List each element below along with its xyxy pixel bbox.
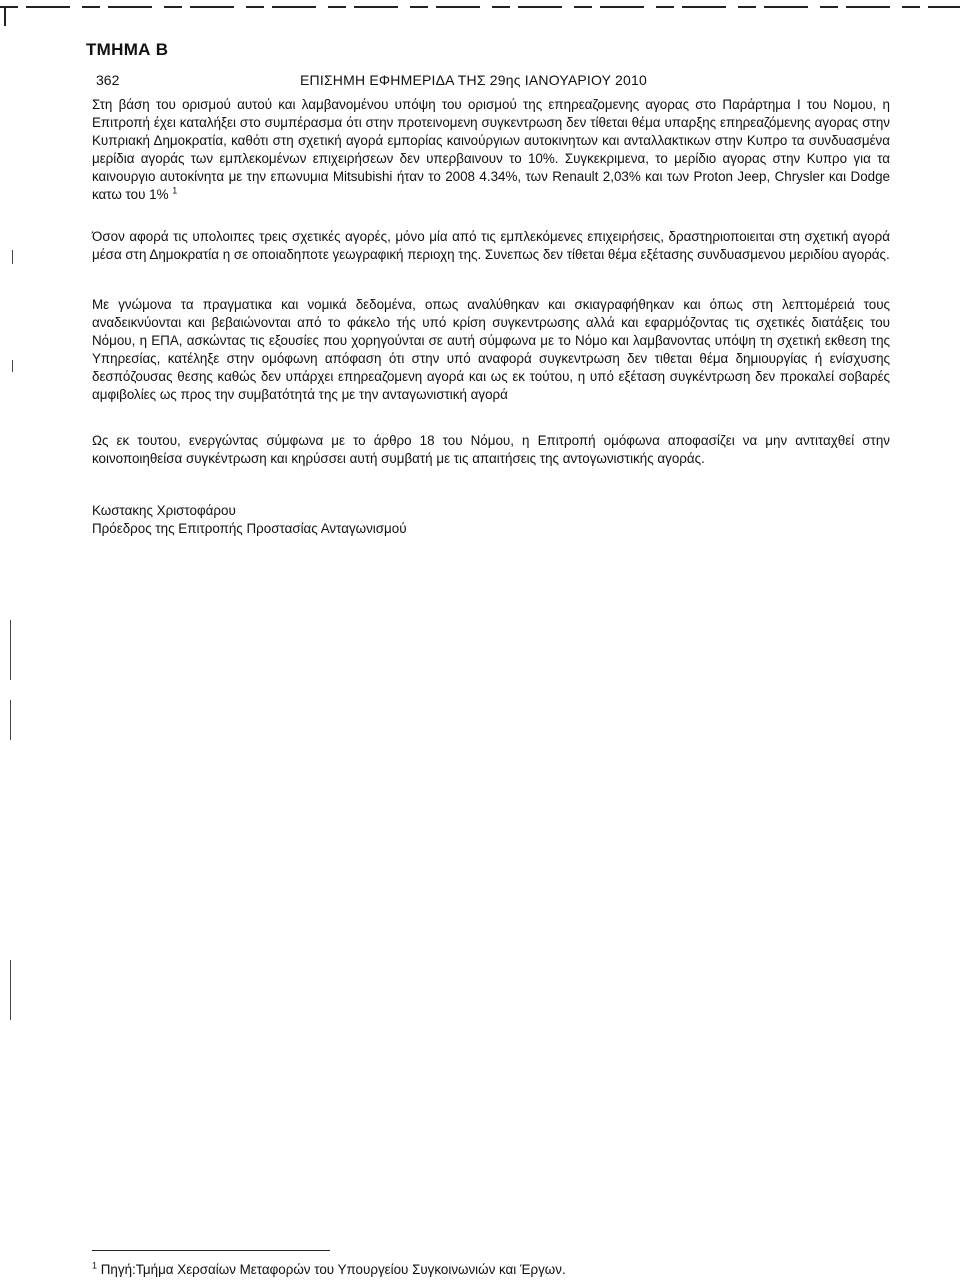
paragraph-assessment: Με γνώμονα τα πραγματικα και νομικά δεδομένα, οπως αναλύθηκαν και σκιαγραφήθηκαν και όπως στη λεπτομέρειά τους αναδεικνύονται και βεβαιώνονται από το φάκελο τής υπό κρίση συγκεντρωσης αλλά και εφαρμόζοντας τις σχετικές διατάξεις του Νόμου, η ΕΠΑ, ασκώντας τις εξουσίες που χορηγούνται σε αυτή σύμφωνα με το Νόμο και λαμβανοντας υπόψη τη σχετική εκθεση της Υπηρεσίας, κατέληξε στην ομόφωνη απόφαση ότι στην υπό αναφορά συγκεντρωση δεν τιθεται θέμα δημιουργίας ή ενίσχυσης δεσπόζουσας θεσης καθώς δεν υπάρχει επηρεαζομενη αγορά και ως εκ τούτου, η υπό εξέταση συγκέντρωση δεν προκαλεί σοβαρές αμφιβολίες ως προς την συμβατότητά της με την ανταγωνιστική αγορά — [92, 297, 890, 402]
paragraph-text: Στη βάση του ορισμού αυτού και λαμβανομένου υπόψη του ορισμού της επηρεαζομενης αγορας στο Παράρτημα Ι του Νομου, η Επιτροπή έχει καταλήξει στο συμπέρασμα ότι στην προτεινομενη συγκεντρωση δεν τίθεται θέμα υπαρξης επηρεαζόμενης αγορας στην Κυπριακή Δημοκρατία, καθότι στη σχετική αγορά εμπορίας καινούργιων αυτοκινητων και ανταλλακτικων στην Κυπρο τα συνδυασμένα μερίδια αγοράς των εμπλεκομένων επιχειρήσεων δεν υπερβαινουν το 10%. Συγκεκριμενα, το μερίδιο αγορας στην Κυπρο για τα καινουργιο αυτοκίνητα με την επωνυμια Mitsubishi ήταν το 2008 4.34%, των Renault 2,03% και των Proton Jeep, Chrysler και Dodge κατω του 1% — [92, 97, 890, 202]
scan-artifact-mark — [10, 620, 11, 680]
scan-artifact-mark — [12, 360, 13, 372]
scan-artifact-mark — [10, 960, 11, 1020]
section-heading: ΤΜΗΜΑ Β — [86, 40, 169, 59]
scan-artifact-line — [0, 6, 960, 8]
gazette-header-title: ΕΠΙΣΗΜΗ ΕΦΗΜΕΡΙΔΑ ΤΗΣ 29ης ΙΑΝΟΥΑΡΙΟΥ 2010 — [300, 72, 647, 88]
scan-artifact-mark — [4, 8, 6, 26]
paragraph-market-definition — [92, 96, 890, 204]
footnote — [92, 1262, 566, 1277]
scan-artifact-mark — [12, 250, 13, 264]
paragraph-other-markets: Όσον αφορά τις υπολοιπες τρεις σχετικές αγορές, μόνο μία από τις εμπλεκόμενες επιχειρήσεις, δραστηριοποιειται στη σχετική αγορά μέσα στη Δημοκρατία η σε οποιαδηποτε γεωγραφική περιοχη της. Συνεπως δεν τίθεται θέμα εξέτασης συνδυασμενου μεριδίου αγοράς. — [92, 229, 890, 262]
page-number: 362 — [96, 72, 120, 88]
footnote-marker: 1 — [92, 1260, 98, 1271]
paragraph-decision: Ως εκ τουτου, ενεργώντας σύμφωνα με το άρθρο 18 του Νόμου, η Επιτροπή ομόφωνα αποφασίζει να μην αντιταχθεί στην κοινοποιηθείσα συγκέντρωση και κηρύσσει αυτή συμβατή με τις απαιτήσεις της αντογωνιστικής αγοράς. — [92, 433, 890, 466]
footnote-separator — [92, 1250, 330, 1251]
scan-artifact-mark — [10, 700, 11, 740]
signatory-role: Πρόεδρος της Επιτροπής Προστασίας Ανταγωνισμού — [92, 521, 407, 536]
signatory-name: Κωστακης Χριστοφάρου — [92, 503, 236, 518]
footnote-text: Πηγή:Τμήμα Χερσαίων Μεταφορών του Υπουργείου Συγκοινωνιών και Έργων. — [100, 1262, 566, 1277]
footnote-reference: 1 — [172, 185, 178, 196]
